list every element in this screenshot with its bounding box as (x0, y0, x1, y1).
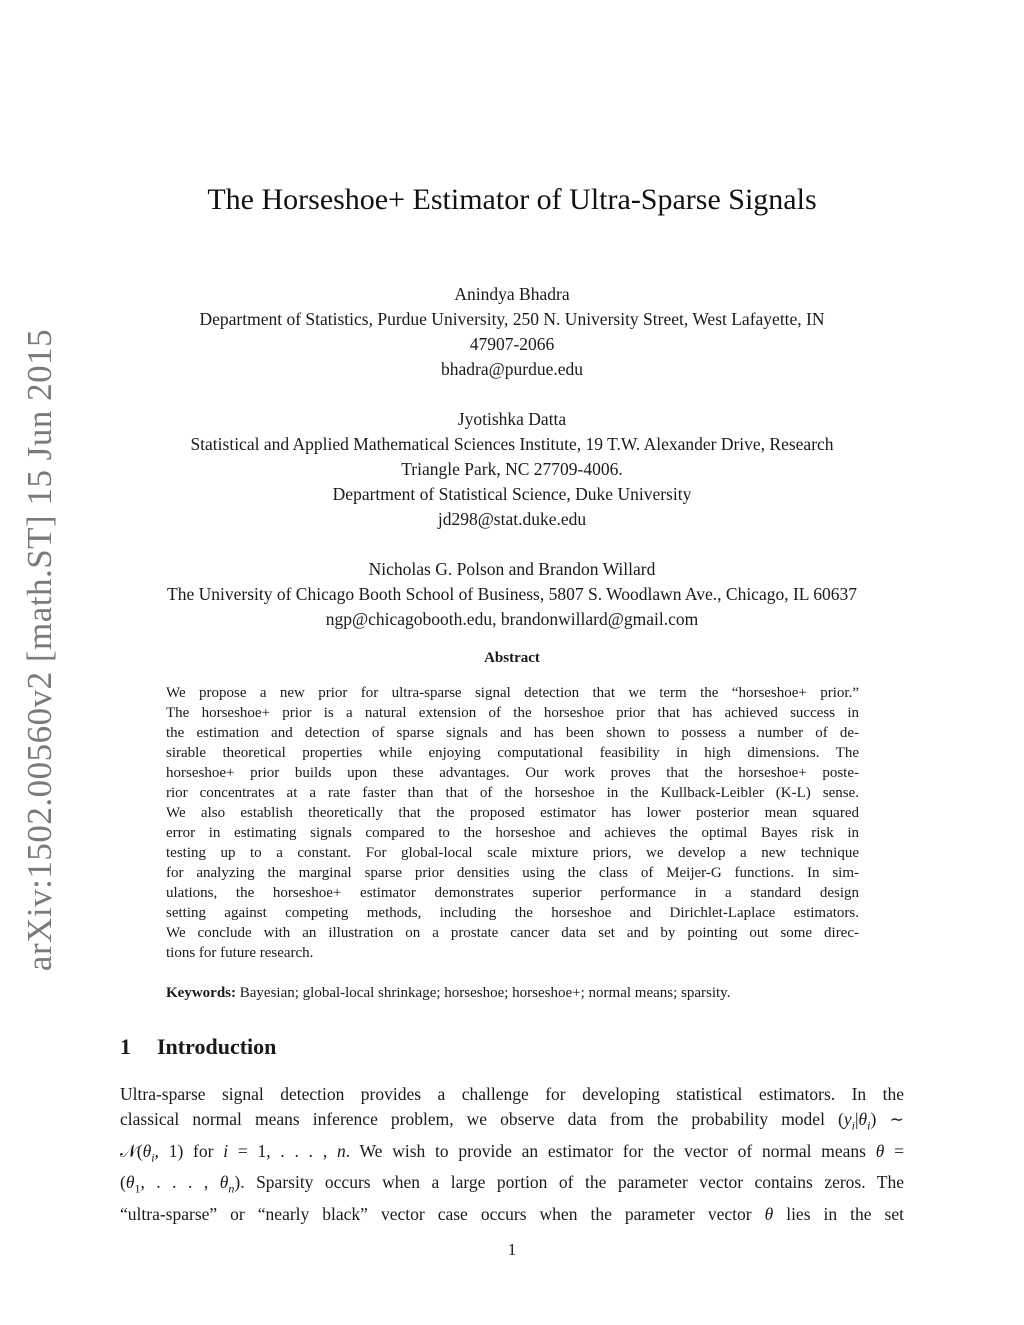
author-email[interactable]: jd298@stat.duke.edu (437, 509, 587, 529)
page-number: 1 (507, 1240, 517, 1259)
author-affiliation: 47907-2066 (469, 334, 555, 354)
abstract-line: ulations, the horseshoe+ estimator demonstrates superior performance in a standard design (166, 885, 859, 901)
intro-text: ) ∼ (870, 1109, 904, 1129)
abstract-line: We also establish theoretically that the proposed estimator has lower posterior mean squared (166, 805, 859, 821)
math-theta: θ (858, 1109, 868, 1129)
intro-paragraph (120, 1082, 904, 1227)
author-affiliation: The University of Chicago Booth School of Business, 5807 S. Woodlawn Ave., Chicago, IL 60637 (167, 584, 857, 604)
abstract-line: testing up to a constant. For global-local scale mixture priors, we develop a new technique (166, 845, 859, 861)
intro-text: = (884, 1140, 905, 1161)
intro-text: . We wish to provide an estimator for the vector of normal means (345, 1140, 876, 1161)
intro-line (120, 1107, 904, 1139)
keywords-text: Bayesian; global-local shrinkage; horseshoe; horseshoe+; normal means; sparsity. (236, 985, 731, 1001)
abstract-line: rior concentrates at a rate faster than that of the horseshoe in the Kullback-Leibler (K-L) sense. (166, 785, 859, 801)
author-affiliation: Department of Statistical Science, Duke University (332, 484, 692, 504)
author-email[interactable]: ngp@chicagobooth.edu, brandonwillard@gmail.com (325, 609, 699, 629)
math-sub-i: i (851, 1118, 855, 1133)
author-affiliation: Statistical and Applied Mathematical Sciences Institute, 19 T.W. Alexander Drive, Research (190, 434, 834, 454)
abstract-line: We propose a new prior for ultra-sparse signal detection that we term the “horseshoe+ prior.” (166, 685, 859, 701)
math-bar: | (854, 1109, 859, 1129)
intro-text: ). Sparsity occurs when a large portion of the parameter vector contains zeros. The (234, 1172, 904, 1192)
abstract-line: The horseshoe+ prior is a natural extension of the horseshoe prior that has achieved success in (166, 705, 859, 721)
abstract-line: setting against competing methods, including the horseshoe and Dirichlet-Laplace estimators. (166, 905, 859, 921)
author-name: Jyotishka Datta (457, 409, 567, 429)
intro-text: , 1) for (154, 1140, 224, 1161)
math-y: y (843, 1109, 852, 1129)
author-name: Nicholas G. Polson and Brandon Willard (368, 559, 656, 579)
intro-text: = 1, . . . , (228, 1140, 337, 1161)
abstract-line: the estimation and detection of sparse signals and has been shown to possess a number of de- (166, 725, 859, 741)
author-affiliation: Department of Statistics, Purdue University, 250 N. University Street, West Lafayette, IN (199, 309, 825, 329)
math-sub-1: 1 (134, 1181, 141, 1196)
math-n: n (336, 1140, 346, 1161)
math-normal: 𝒩( (120, 1140, 143, 1161)
math-sub-i: i (151, 1150, 155, 1164)
abstract-line: horseshoe+ prior builds upon these advantages. Our work proves that the horseshoe+ poste- (166, 765, 859, 781)
math-theta: θ (875, 1140, 885, 1161)
keywords-label: Keywords: (166, 985, 236, 1001)
math-theta: θ (125, 1172, 135, 1192)
intro-text: lies in the set (773, 1203, 904, 1224)
section-number: 1 (120, 1034, 131, 1059)
intro-line (120, 1139, 904, 1171)
abstract-heading: Abstract (484, 650, 540, 666)
intro-text: Ultra-sparse signal detection provides a challenge for developing statistical estimators. In the (120, 1084, 904, 1104)
math-sub-i: i (867, 1118, 871, 1133)
intro-text: “ultra-sparse” or “nearly black” vector case occurs when the parameter vector (120, 1203, 765, 1224)
section-title: Introduction (157, 1034, 277, 1059)
intro-line (120, 1170, 904, 1202)
math-sub-n: n (228, 1181, 235, 1196)
intro-text: ( (120, 1172, 126, 1192)
author-affiliation: Triangle Park, NC 27709-4006. (401, 459, 623, 479)
arxiv-stamp-text: arXiv:1502.00560v2 [math.ST] 15 Jun 2015 (20, 328, 59, 972)
abstract-body (166, 683, 859, 963)
math-theta: θ (142, 1140, 152, 1161)
author-email[interactable]: bhadra@purdue.edu (441, 359, 583, 379)
intro-text: classical normal means inference problem, we observe data from the probability model ( (120, 1109, 844, 1129)
abstract-line: We conclude with an illustration on a prostate cancer data set and by pointing out some direc- (166, 925, 859, 941)
abstract-line: for analyzing the marginal sparse prior densities using the class of Meijer-G functions. In sim- (166, 865, 859, 881)
intro-text: , . . . , (140, 1172, 220, 1192)
abstract-line: sirable theoretical properties while enjoying computational feasibility in high dimensions. The (166, 745, 859, 761)
abstract-line: tions for future research. (166, 945, 314, 961)
author-name: Anindya Bhadra (454, 284, 570, 304)
section-heading (120, 1034, 276, 1060)
intro-line (120, 1202, 904, 1227)
math-i: i (223, 1140, 229, 1161)
intro-line (120, 1082, 904, 1107)
abstract-line: error in estimating signals compared to the horseshoe and achieves the optimal Bayes risk in (166, 825, 859, 841)
paper-title: The Horseshoe+ Estimator of Ultra-Sparse Signals (207, 183, 817, 216)
math-theta: θ (219, 1172, 229, 1192)
keywords (166, 983, 859, 1003)
math-theta: θ (764, 1203, 774, 1224)
